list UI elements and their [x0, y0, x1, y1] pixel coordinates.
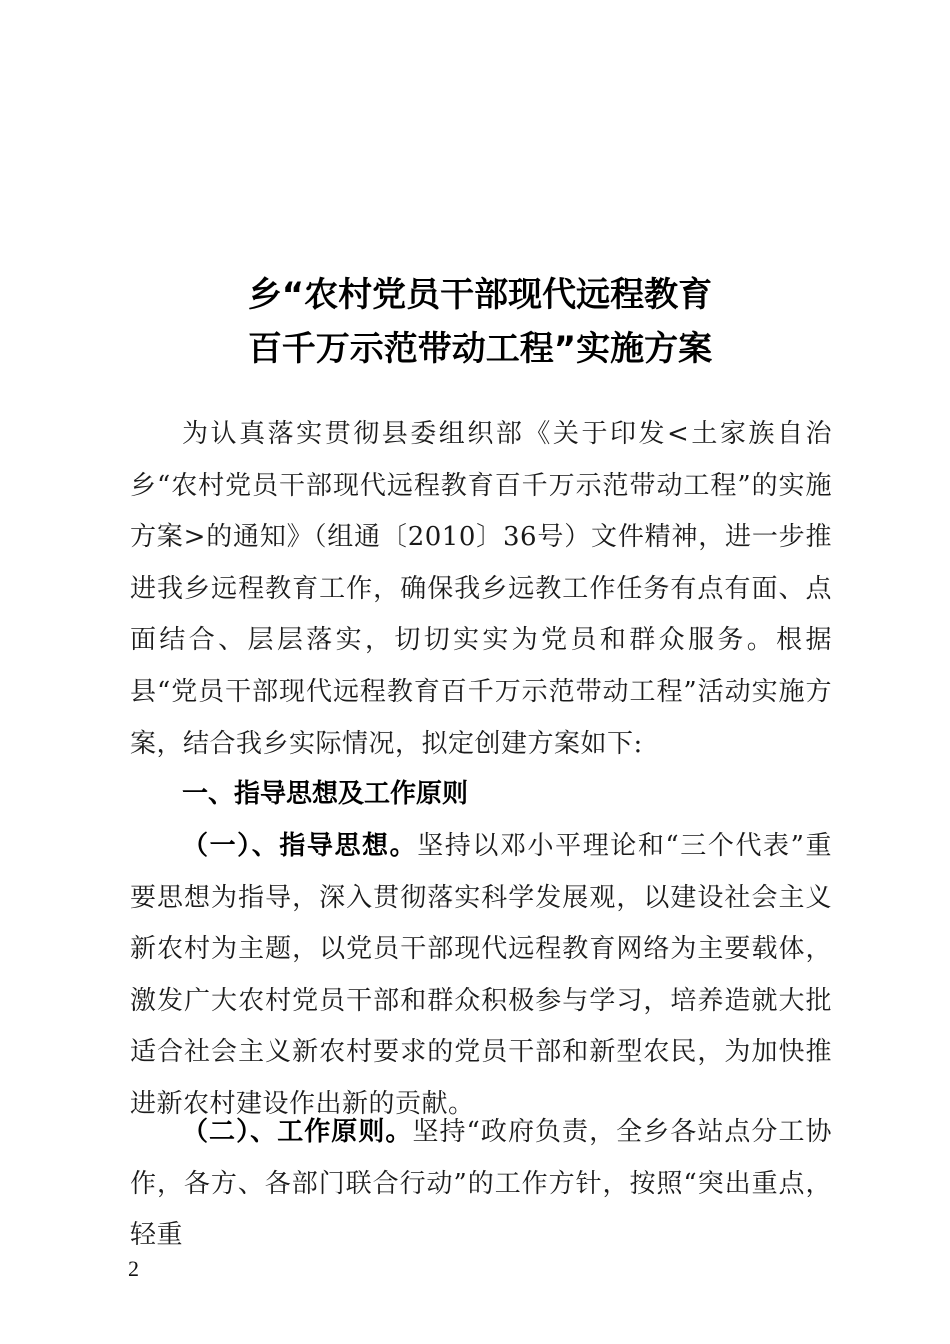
- subsection-text-2: 坚持“政府负责，全乡各站点分工协作，各方、各部门联合行动”的工作方针，按照“突出重点，轻重: [130, 1117, 832, 1251]
- title-line-1: 乡“农村党员干部现代远程教育: [247, 275, 713, 315]
- subsection-text-1: 坚持以邓小平理论和“三个代表”重要思想为指导，深入贯彻落实科学发展观，以建设社会主义新农村为主题，以党员干部现代远程教育网络为主要载体，激发广大农村党员干部和群众积极参与学习，培养造就大批适合社会主义新农村要求的党员干部和新型农民，为加快推进新农村建设作出新的贡献。: [130, 831, 832, 1119]
- section-heading-1: 一、指导思想及工作原则: [182, 779, 469, 809]
- subsection-lead-1: （一）、指导思想。: [182, 831, 418, 861]
- subsection-guiding-ideology: [130, 821, 832, 1131]
- title-line-2: 百千万示范带动工程”实施方案: [247, 329, 713, 369]
- document-title: [130, 268, 830, 376]
- page-number: 2: [128, 1256, 139, 1281]
- subsection-work-principles: [130, 1107, 832, 1262]
- subsection-lead-2: （二）、工作原则。: [182, 1117, 413, 1147]
- intro-paragraph: 为认真落实贯彻县委组织部《关于印发<土家族自治乡“农村党员干部现代远程教育百千万示范带动工程”的实施方案>的通知》（组通〔2010〕36号）文件精神，进一步推进我乡远程教育工作，确保我乡远教工作任务有点有面、点面结合、层层落实，切切实实为党员和群众服务。根据县“党员干部现代远程教育百千万示范带动工程”活动实施方案，结合我乡实际情况，拟定创建方案如下:: [130, 419, 832, 759]
